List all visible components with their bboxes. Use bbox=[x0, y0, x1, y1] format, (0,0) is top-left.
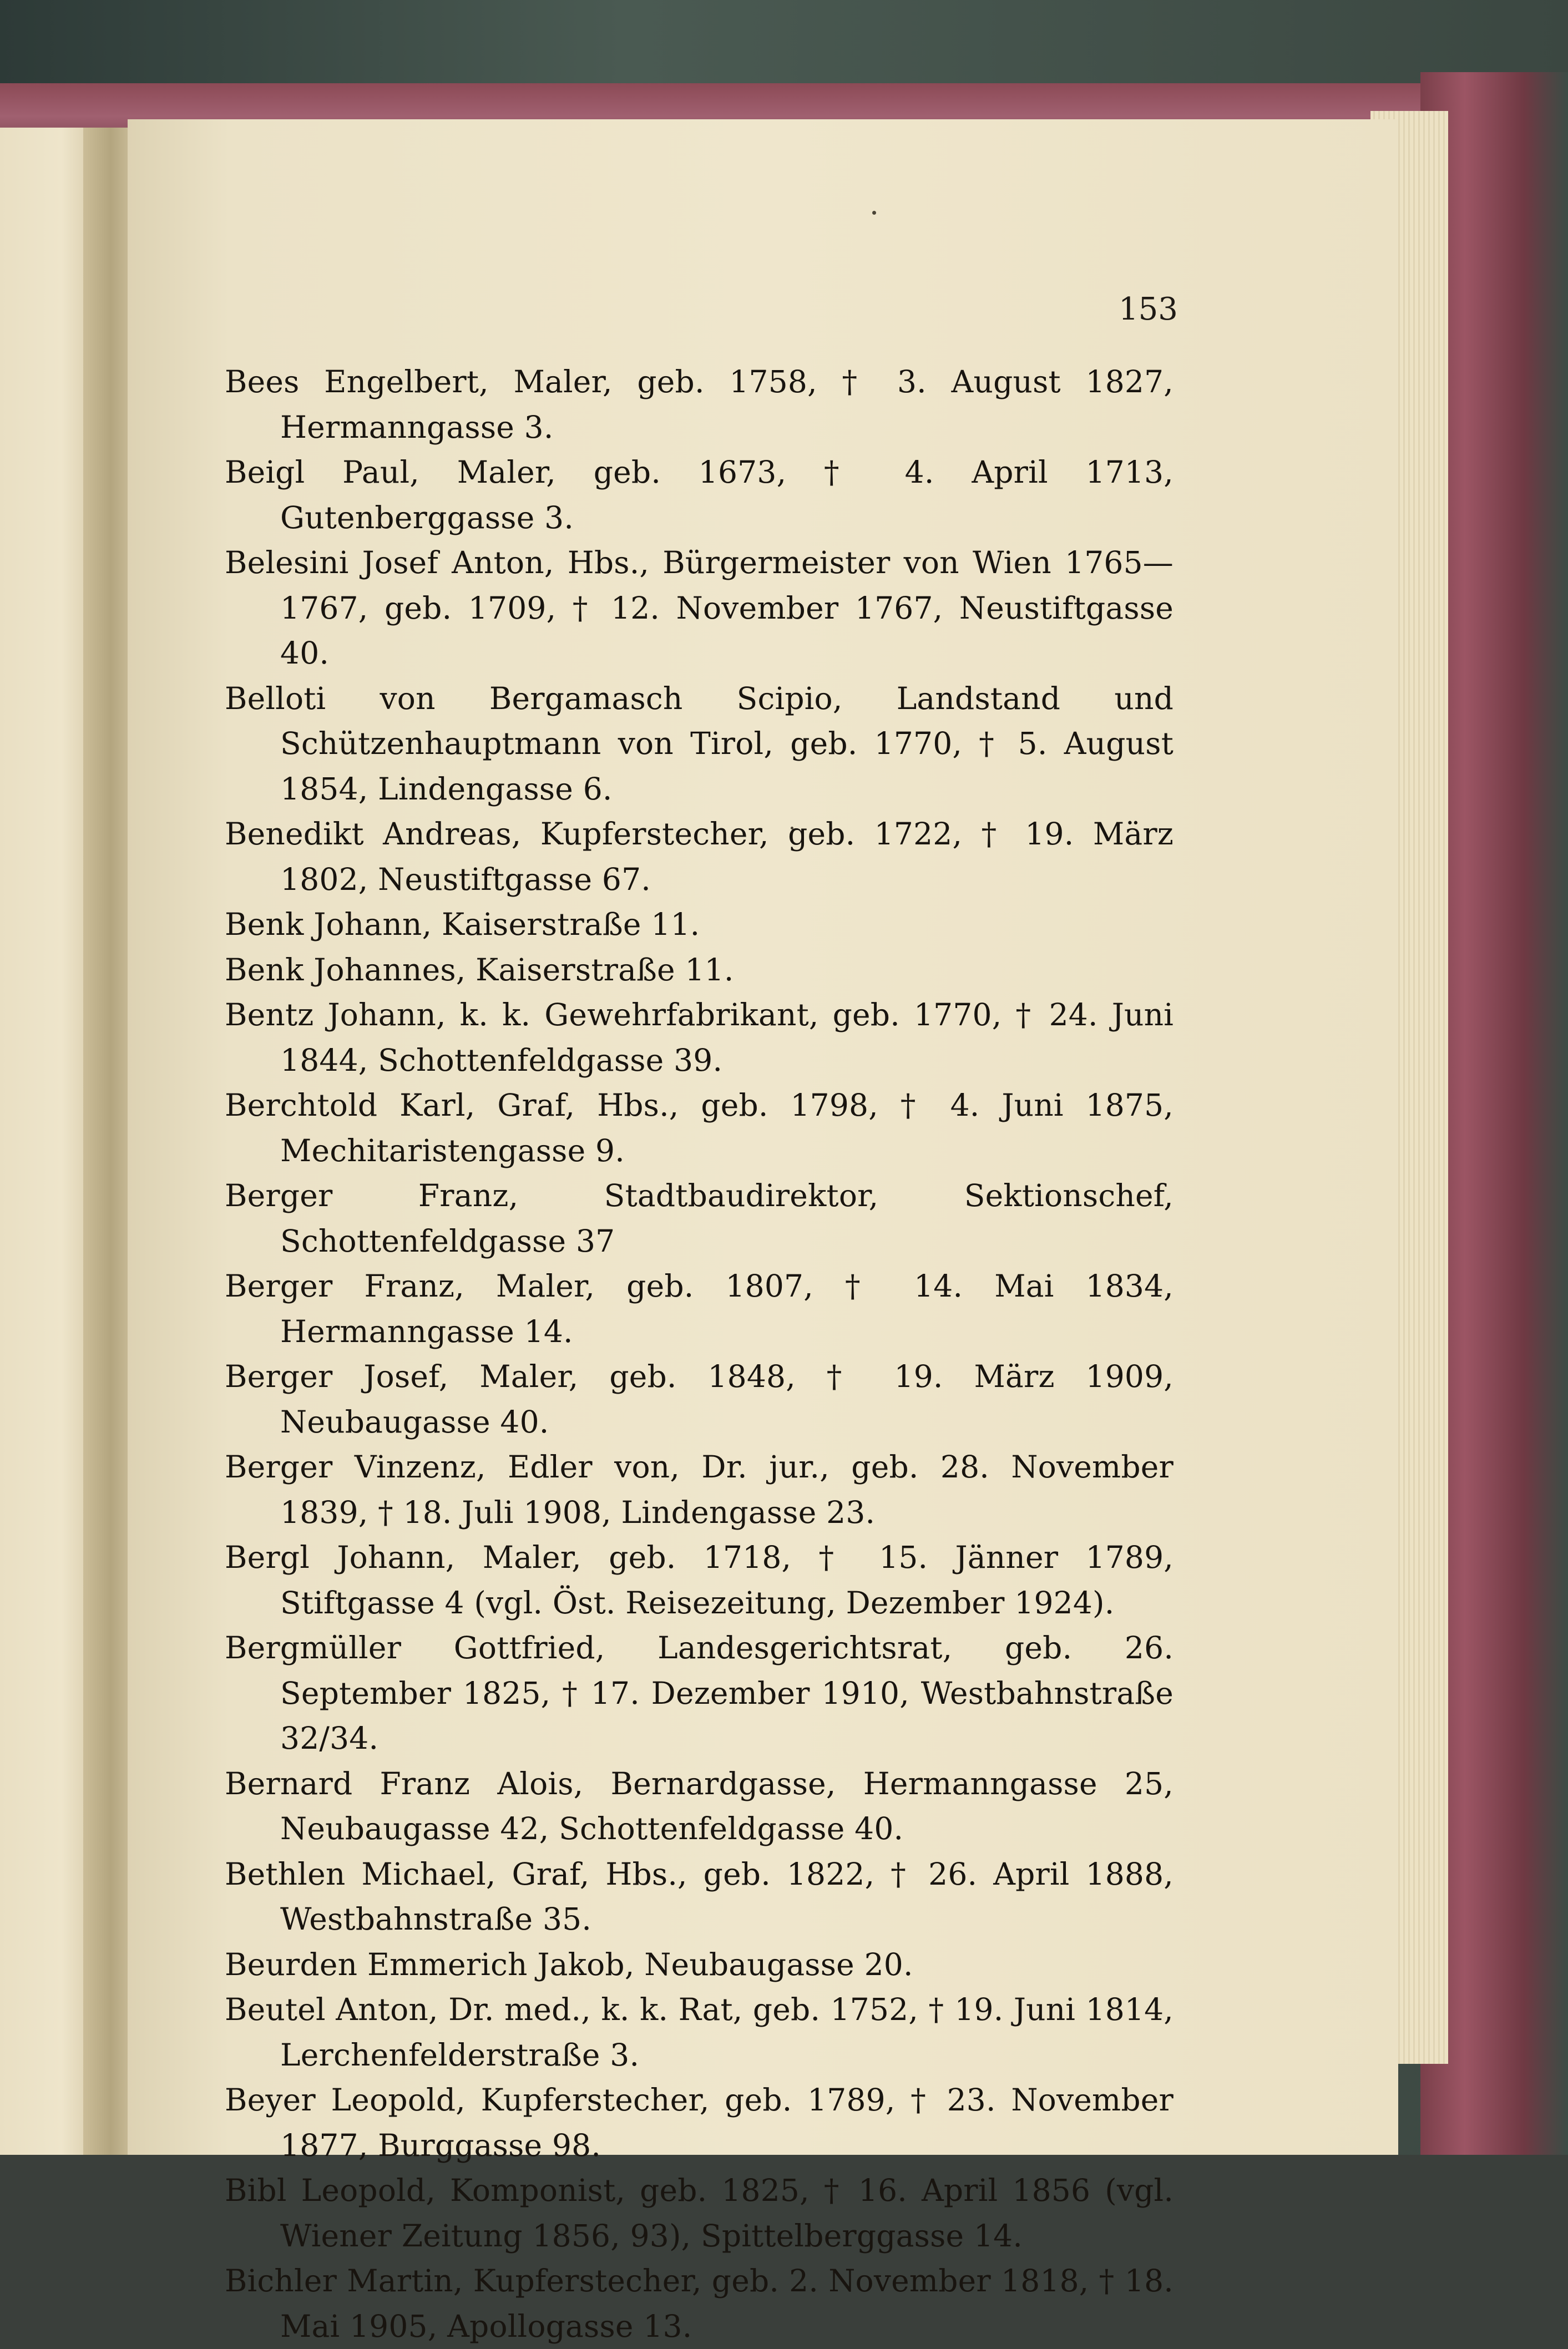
list-item: Benk Johann, Kaiserstraße 11. bbox=[225, 907, 700, 942]
list-item: Berger Franz, Maler, geb. 1807, † 14. Mai 1834, Hermanngasse 14. bbox=[225, 1268, 1174, 1349]
list-item: Berchtold Karl, Graf, Hbs., geb. 1798, † 4. Juni 1875, Mechitaristengasse 9. bbox=[225, 1087, 1174, 1168]
list-item: Bethlen Michael, Graf, Hbs., geb. 1822, † 26. April 1888, Westbahnstraße 35. bbox=[225, 1856, 1174, 1937]
list-item: Berger Franz, Stadtbaudirektor, Sektionschef, Schottenfeldgasse 37 bbox=[225, 1178, 1174, 1259]
list-item: Beurden Emmerich Jakob, Neubaugasse 20. bbox=[225, 1946, 913, 1982]
list-item: Bichler Martin, Kupferstecher, geb. 2. November 1818, † 18. Mai 1905, Apollogasse 13. bbox=[225, 2263, 1174, 2344]
list-item: Bees Engelbert, Maler, geb. 1758, † 3. August 1827, Hermanngasse 3. bbox=[225, 364, 1174, 445]
entry-list bbox=[225, 360, 1174, 2349]
page-number: 153 bbox=[1119, 291, 1178, 327]
list-item: Berger Vinzenz, Edler von, Dr. jur., geb. 28. November 1839, † 18. Juli 1908, Lindengasse 23. bbox=[225, 1449, 1174, 1530]
list-item: Bibl Leopold, Komponist, geb. 1825, † 16. April 1856 (vgl. Wiener Zeitung 1856, 93), Spittelberggasse 14. bbox=[225, 2173, 1174, 2254]
list-item: Bernard Franz Alois, Bernardgasse, Hermanngasse 25, Neubaugasse 42, Schottenfeldgasse 40. bbox=[225, 1765, 1174, 1846]
list-item: Bentz Johann, k. k. Gewehrfabrikant, geb. 1770, † 24. Juni 1844, Schottenfeldgasse 39. bbox=[225, 997, 1174, 1078]
list-item: Bergmüller Gottfried, Landesgerichtsrat, geb. 26. September 1825, † 17. Dezember 1910, Westbahnstraße 32/34. bbox=[225, 1630, 1174, 1756]
list-item: Belesini Josef Anton, Hbs., Bürgermeister von Wien 1765—1767, geb. 1709, † 12. November 1767, Neustiftgasse 40. bbox=[225, 545, 1174, 671]
paper-speck bbox=[872, 211, 876, 215]
list-item: Bergl Johann, Maler, geb. 1718, † 15. Jänner 1789, Stiftgasse 4 (vgl. Öst. Reisezeitung, Dezember 1924). bbox=[225, 1540, 1174, 1621]
list-item: Berger Josef, Maler, geb. 1848, † 19. März 1909, Neubaugasse 40. bbox=[225, 1359, 1174, 1440]
list-item: Beigl Paul, Maler, geb. 1673, † 4. April 1713, Gutenberggasse 3. bbox=[225, 454, 1174, 535]
list-item: Benk Johannes, Kaiserstraße 11. bbox=[225, 951, 734, 988]
list-item: Beyer Leopold, Kupferstecher, geb. 1789, † 23. November 1877, Burggasse 98. bbox=[225, 2082, 1174, 2163]
list-item: Beutel Anton, Dr. med., k. k. Rat, geb. 1752, † 19. Juni 1814, Lerchenfelderstraße 3. bbox=[225, 1992, 1174, 2073]
list-item: Belloti von Bergamasch Scipio, Landstand und Schützenhauptmann von Tirol, geb. 1770, † 5. August 1854, Lindengasse 6. bbox=[225, 680, 1174, 807]
list-item: Benedikt Andreas, Kupferstecher, geb. 1722, † 19. März 1802, Neustiftgasse 67. bbox=[225, 816, 1174, 897]
